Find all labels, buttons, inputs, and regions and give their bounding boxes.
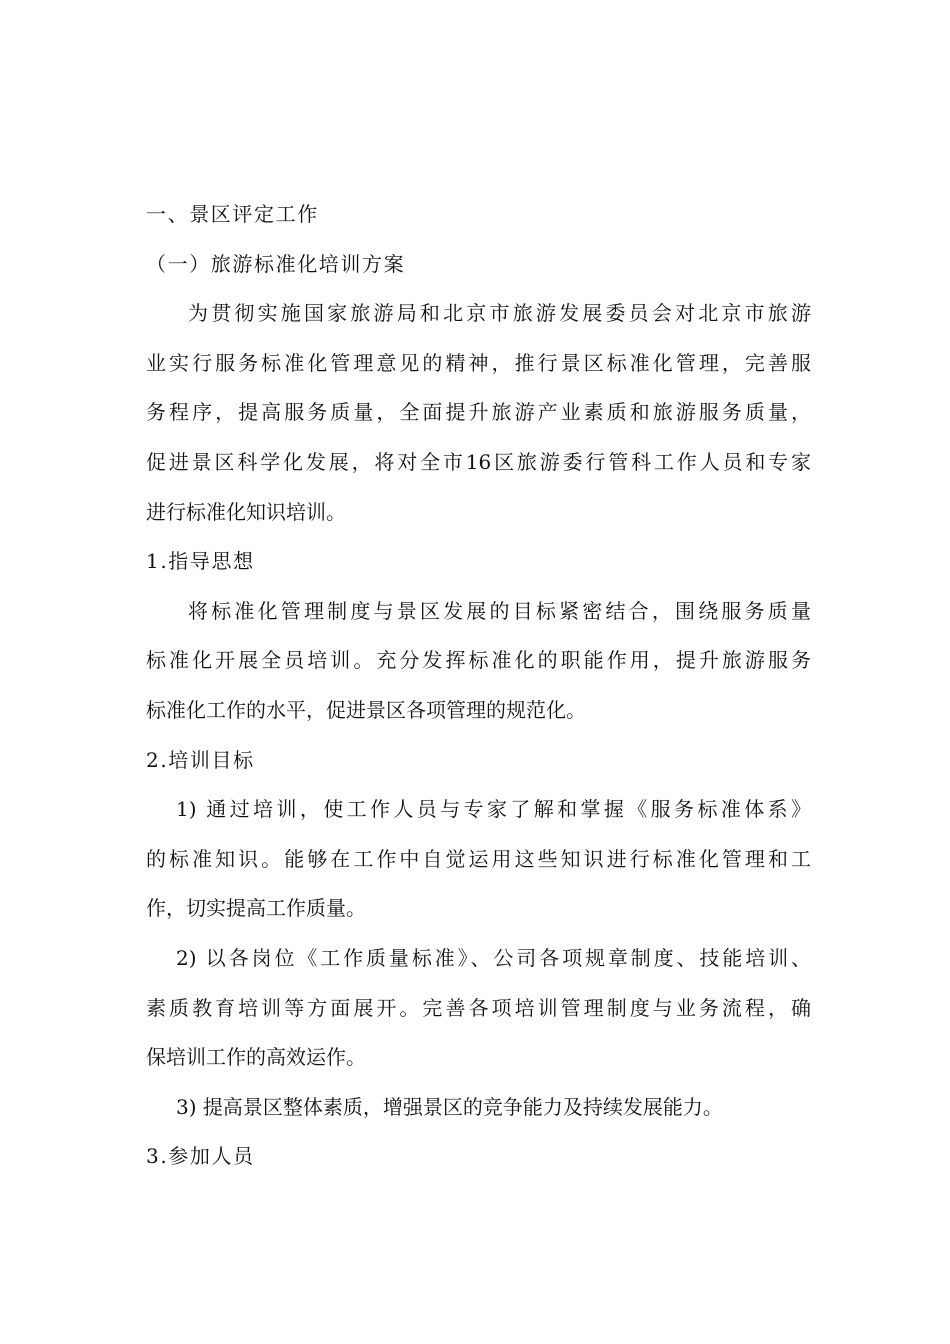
- paragraph-line: 2) 以各岗位《工作质量标准》、公司各项规章制度、技能培训、: [176, 945, 811, 970]
- guiding-thought-paragraph: [146, 587, 811, 736]
- section-title: 1.指导思想: [146, 549, 255, 574]
- paragraph-line: 3) 提高景区整体素质，增强景区的竞争能力及持续发展能力。: [176, 1094, 723, 1119]
- section-title: 3.参加人员: [146, 1144, 255, 1169]
- section-title: 2.培训目标: [146, 747, 255, 772]
- goal-item: [146, 1083, 811, 1133]
- paragraph-line: 标准化开展全员培训。充分发挥标准化的职能作用，提升旅游服务: [146, 648, 811, 673]
- paragraph-line: 为贯彻实施国家旅游局和北京市旅游发展委员会对北京市旅游: [188, 301, 811, 326]
- paragraph-line: 业实行服务标准化管理意见的精神，推行景区标准化管理，完善服: [146, 350, 811, 375]
- paragraph-line: 保培训工作的高效运作。: [146, 1045, 366, 1070]
- goal-item: [146, 934, 811, 1083]
- paragraph-line: 将标准化管理制度与景区发展的目标紧密结合，围绕服务质量: [188, 598, 811, 623]
- heading-level-2: （一）旅游标准化培训方案: [146, 251, 406, 276]
- paragraph-line: 标准化工作的水平，促进景区各项管理的规范化。: [146, 697, 586, 722]
- heading-level-1: 一、景区评定工作: [146, 202, 319, 226]
- goal-item: [146, 785, 811, 934]
- paragraph-line: 务程序，提高服务质量，全面提升旅游产业素质和旅游服务质量，: [146, 400, 811, 425]
- paragraph-line: 的标准知识。能够在工作中自觉运用这些知识进行标准化管理和工: [146, 846, 811, 871]
- document-body: [146, 190, 811, 1182]
- paragraph-line: 作，切实提高工作质量。: [146, 896, 366, 921]
- intro-paragraph: [146, 289, 811, 537]
- paragraph-line: 进行标准化知识培训。: [146, 499, 346, 524]
- paragraph-line: 促进景区科学化发展，将对全市16区旅游委行管科工作人员和专家: [146, 449, 811, 474]
- paragraph-line: 1) 通过培训，使工作人员与专家了解和掌握《服务标准体系》: [176, 797, 811, 822]
- paragraph-line: 素质教育培训等方面展开。完善各项培训管理制度与业务流程，确: [146, 995, 811, 1020]
